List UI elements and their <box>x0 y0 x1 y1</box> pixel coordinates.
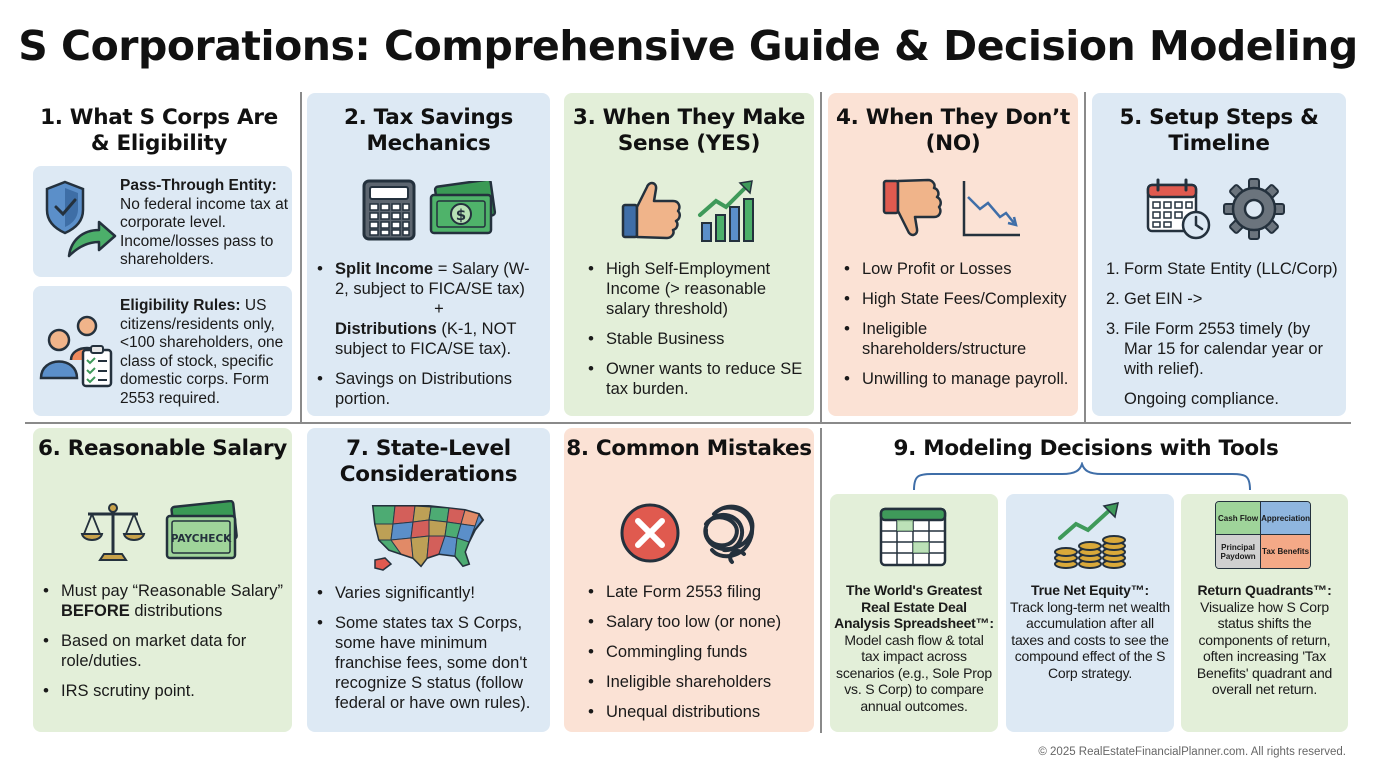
list-item: 2. Get EIN -> <box>1106 290 1203 308</box>
page-title: S Corporations: Comprehensive Guide & Decision Modeling <box>18 22 1358 70</box>
thumbs-up-icon <box>619 177 683 241</box>
quadrant-principal-paydown: Principal Paydown <box>1216 535 1261 568</box>
list-item: • IRS scrutiny point. <box>37 681 289 701</box>
list-item: • Based on market data for role/duties. <box>37 631 289 671</box>
yes-list <box>582 259 810 409</box>
growth-chart-icon <box>696 177 760 243</box>
list-item: 1. Form State Entity (LLC/Corp) <box>1106 260 1338 278</box>
copyright-notice: © 2025 RealEstateFinancialPlanner.com. All rights reserved. <box>1038 746 1346 758</box>
section-reasonable-salary <box>33 428 292 732</box>
us-map-icon <box>369 500 489 572</box>
eligibility-card <box>33 286 292 416</box>
section-when-no <box>828 93 1078 416</box>
mistakes-list <box>582 582 812 732</box>
divider-vertical <box>820 428 822 733</box>
quadrant-appreciation: Appreciation <box>1261 502 1310 535</box>
list-item: • Split Income = Salary (W-2, subject to FICA/SE tax) + Distributions (K-1, NOT subject to FICA/SE tax). <box>311 259 543 359</box>
divider-vertical <box>1084 92 1086 422</box>
section-title: 3. When They Make Sense (YES) <box>572 105 806 156</box>
list-item: • Low Profit or Losses <box>838 259 1074 279</box>
people-checklist-icon <box>39 314 123 394</box>
eligibility-text: Eligibility Rules: US citizens/residents only, <100 shareholders, one class of stock, specific domestic corps. Form 2553 required. <box>120 297 284 407</box>
return-quadrant-grid <box>1215 501 1311 569</box>
tax-savings-list <box>311 259 543 419</box>
list-item: • High Self-Employment Income (> reasonable salary threshold) <box>582 259 810 319</box>
list-item: • Some states tax S Corps, some have minimum franchise fees, some don't recognize S status (follow federal or have own rules). <box>311 613 547 713</box>
section-when-yes <box>564 93 814 416</box>
section-title: 7. State-Level Considerations <box>339 436 518 487</box>
tool-description: True Net Equity™: Track long-term net wealth accumulation after all taxes and costs to see the compound effect of the S Corp strategy. <box>1010 582 1171 681</box>
declining-chart-icon <box>958 177 1024 241</box>
tool-description: The World's Greatest Real Estate Deal Analysis Spreadsheet™: Model cash flow & total tax impact across scenarios (e.g., Sole Prop vs. S Corp) to compare annual outcomes. <box>834 582 994 714</box>
ongoing-compliance: Ongoing compliance. <box>1124 390 1280 408</box>
calculator-icon <box>361 178 417 242</box>
divider-horizontal <box>25 422 1351 424</box>
list-item: • Ineligible shareholders <box>582 672 812 692</box>
quadrant-cash-flow: Cash Flow <box>1216 502 1261 535</box>
passthrough-card <box>33 166 292 277</box>
svg-text:$: $ <box>455 206 467 224</box>
section-title: 4. When They Don’t (NO) <box>835 105 1071 156</box>
section-tax-savings <box>307 93 550 416</box>
list-item: • Ineligible shareholders/structure <box>838 319 1074 359</box>
section-title: 8. Common Mistakes <box>566 436 812 461</box>
tool-card-return-quadrants <box>1181 494 1348 732</box>
list-item: • Unwilling to manage payroll. <box>838 369 1074 389</box>
brace-connector <box>912 462 1252 492</box>
salary-list <box>37 581 289 711</box>
setup-steps-list <box>1106 259 1342 389</box>
cash-icon <box>427 181 497 237</box>
section-setup-steps <box>1092 93 1346 416</box>
spreadsheet-icon <box>878 506 948 568</box>
tangle-icon <box>696 500 766 566</box>
list-item: • Must pay “Reasonable Salary” BEFORE distributions <box>37 581 289 621</box>
state-list <box>311 583 547 723</box>
shield-check-icon <box>41 176 121 266</box>
thumbs-down-icon <box>882 177 946 241</box>
passthrough-text: Pass-Through Entity: No federal income tax at corporate level. Income/losses pass to shareholders. <box>120 177 289 268</box>
coins-growth-icon <box>1052 498 1128 570</box>
section-title: 6. Reasonable Salary <box>38 436 287 461</box>
section-common-mistakes <box>564 428 814 732</box>
list-item: • Savings on Distributions portion. <box>311 369 543 409</box>
paycheck-icon <box>163 500 241 562</box>
divider-vertical <box>300 92 302 422</box>
section-title: 1. What S Corps Are & Eligibility <box>40 105 278 156</box>
tool-card-true-net-equity <box>1006 494 1174 732</box>
gear-icon <box>1222 177 1286 241</box>
list-item: • Varies significantly! <box>311 583 547 603</box>
section-title: 5. Setup Steps & Timeline <box>1119 105 1319 156</box>
scales-icon <box>80 500 146 564</box>
error-x-icon <box>618 501 682 565</box>
quadrant-tax-benefits: Tax Benefits <box>1261 535 1310 568</box>
paycheck-label: PAYCHECK <box>170 533 232 545</box>
list-item: • Unequal distributions <box>582 702 812 722</box>
list-item: • Commingling funds <box>582 642 812 662</box>
tool-card-spreadsheet <box>830 494 998 732</box>
list-item: • Owner wants to reduce SE tax burden. <box>582 359 810 399</box>
calendar-clock-icon <box>1144 177 1214 241</box>
no-list <box>838 259 1074 399</box>
list-item: 3. File Form 2553 timely (by Mar 15 for calendar year or with relief). <box>1106 320 1324 378</box>
divider-vertical <box>820 92 822 422</box>
list-item: • Salary too low (or none) <box>582 612 812 632</box>
section-title: 9. Modeling Decisions with Tools <box>893 436 1279 461</box>
section-state-level <box>307 428 550 732</box>
tool-description: Return Quadrants™: Visualize how S Corp status shifts the components of return, often increasing 'Tax Benefits' quadrant and overall net return. <box>1196 582 1333 697</box>
list-item: • High State Fees/Complexity <box>838 289 1074 309</box>
list-item: • Stable Business <box>582 329 810 349</box>
list-item: • Late Form 2553 filing <box>582 582 812 602</box>
section-title: 2. Tax Savings Mechanics <box>343 105 514 156</box>
